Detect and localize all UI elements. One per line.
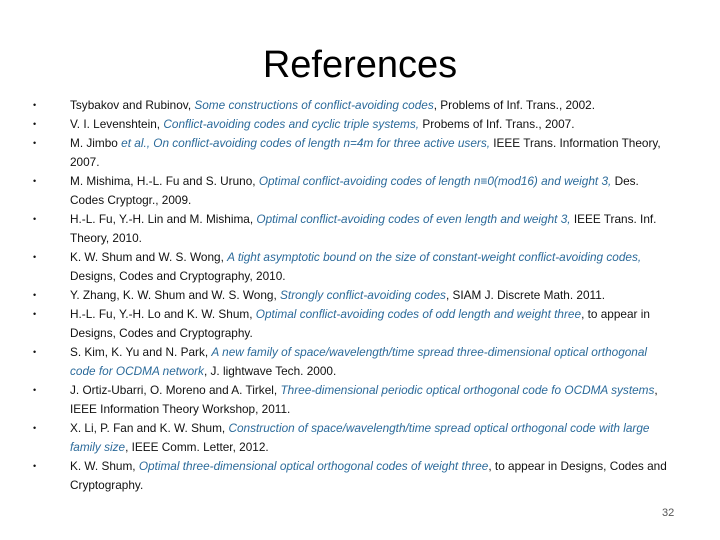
reference-title: Optimal conflict-avoiding codes of even length and weight 3, [256,212,571,226]
reference-title: Some constructions of conflict-avoiding codes [194,98,434,112]
reference-venue: IEEE Trans. Information Theory, 2007. [70,136,661,169]
reference-item [33,305,673,343]
reference-title: A tight asymptotic bound on the size of constant-weight conflict-avoiding codes, [227,250,642,264]
reference-authors: H.-L. Fu, Y.-H. Lo and K. W. Shum, [70,307,256,321]
reference-venue: , SIAM J. Discrete Math. 2011. [445,288,606,302]
bullet-icon: • [33,252,37,262]
reference-authors: K. W. Shum and W. S. Wong, [70,250,228,264]
reference-venue: IEEE Trans. Inf. Theory, 2010. [70,212,657,245]
reference-venue: Probems of Inf. Trans., 2007. [419,117,575,131]
reference-item [33,172,673,210]
bullet-icon: • [33,309,37,319]
reference-authors: H.-L. Fu, Y.-H. Lin and M. Mishima, [70,212,257,226]
bullet-icon: • [33,347,37,357]
reference-authors: S. Kim, K. Yu and N. Park, [70,345,212,359]
reference-title: Optimal conflict-avoiding codes of length n≡0(mod16) and weight 3, [258,174,612,188]
reference-authors: M. Mishima, H.-L. Fu and S. Uruno, [70,174,259,188]
reference-authors: Y. Zhang, K. W. Shum and W. S. Wong, [70,288,281,302]
bullet-icon: • [33,119,37,129]
reference-title: Strongly conflict-avoiding codes [280,288,446,302]
bullet-icon: • [33,461,37,471]
page-number: 32 [662,507,675,519]
reference-authors: K. W. Shum, [70,459,139,473]
reference-item [33,134,673,172]
reference-venue: , IEEE Information Theory Workshop, 2011. [70,383,658,416]
bullet-icon: • [33,290,37,300]
reference-title: Construction of space/wavelength/time spread optical orthogonal code with large family size [70,421,650,454]
reference-venue: , Problems of Inf. Trans., 2002. [433,98,596,112]
reference-item [33,248,673,286]
reference-item [33,457,673,495]
bullet-icon: • [33,100,37,110]
reference-title: Conflict-avoiding codes and cyclic triple systems, [163,117,420,131]
reference-venue: Des. Codes Cryptogr., 2009. [70,174,639,207]
reference-venue: , J. lightwave Tech. 2000. [203,364,337,378]
reference-authors: M. Jimbo [70,136,122,150]
reference-item [33,286,673,305]
reference-list [33,96,673,495]
reference-title: et al., On conflict-avoiding codes of length n=4m for three active users, [121,136,490,150]
reference-title: Three-dimensional periodic optical orthogonal code fo OCDMA systems [280,383,655,397]
reference-venue: , IEEE Comm. Letter, 2012. [125,440,269,454]
bullet-icon: • [33,138,37,148]
reference-title: Optimal three-dimensional optical orthogonal codes of weight three [138,459,489,473]
reference-item [33,419,673,457]
reference-authors: V. I. Levenshtein, [70,117,164,131]
reference-title: A new family of space/wavelength/time spread three-dimensional optical orthogonal code for OCDMA network [70,345,648,378]
reference-item [33,115,673,134]
reference-item [33,96,673,115]
reference-venue: Designs, Codes and Cryptography, 2010. [70,269,286,283]
bullet-icon: • [33,385,37,395]
reference-title: Optimal conflict-avoiding codes of odd length and weight three [255,307,582,321]
reference-authors: Tsybakov and Rubinov, [70,98,195,112]
bullet-icon: • [33,423,37,433]
reference-item [33,381,673,419]
slide-title: References [262,44,458,86]
bullet-icon: • [33,176,37,186]
reference-venue: , to appear in Designs, Codes and Cryptography. [70,307,650,340]
reference-item [33,210,673,248]
bullet-icon: • [33,214,37,224]
reference-authors: X. Li, P. Fan and K. W. Shum, [70,421,229,435]
reference-authors: J. Ortiz-Ubarri, O. Moreno and A. Tirkel, [70,383,281,397]
reference-item [33,343,673,381]
reference-venue: , to appear in Designs, Codes and Cryptography. [70,459,667,492]
